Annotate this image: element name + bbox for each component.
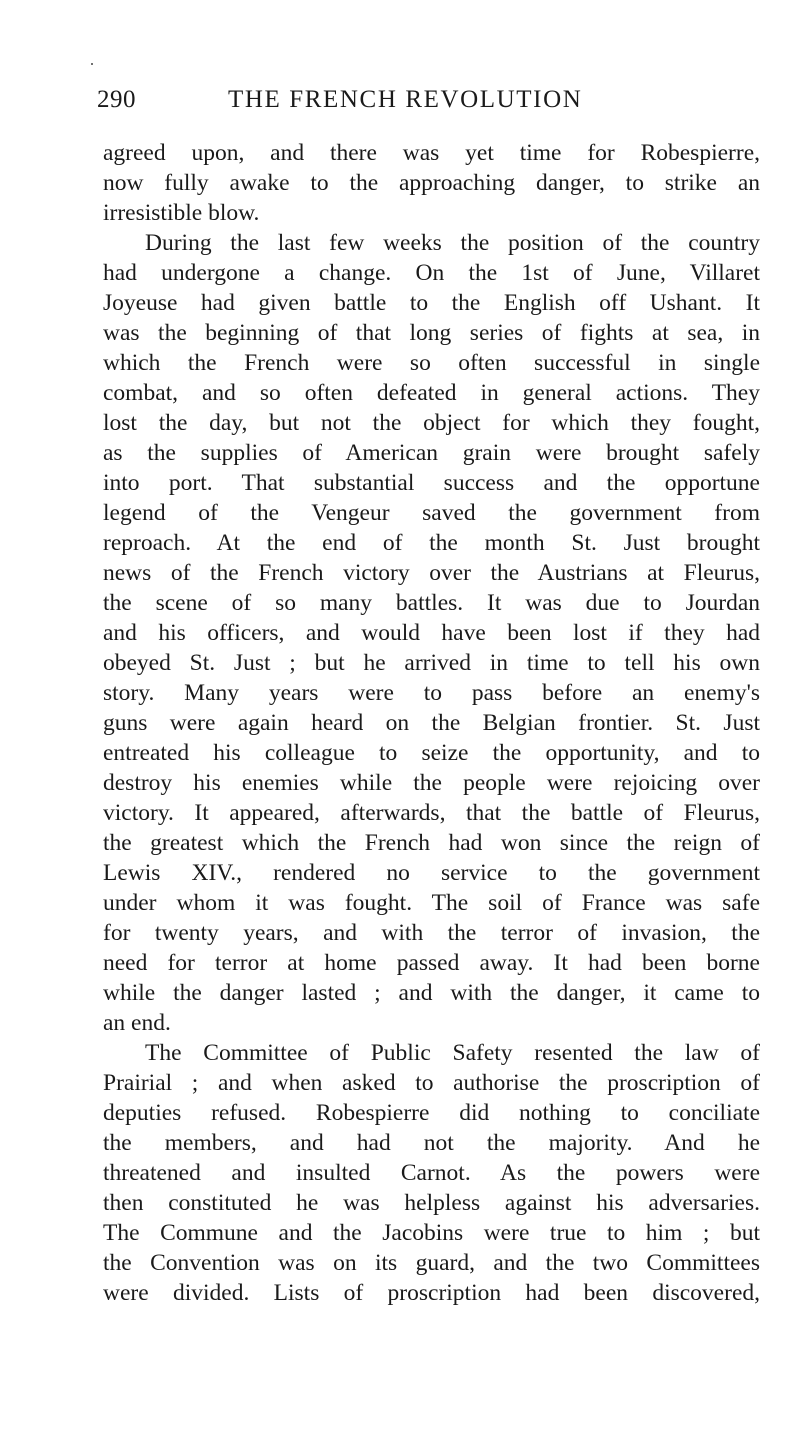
text-line: Prairial ; and when asked to authorise the proscription of [103,1070,760,1096]
text-line: legend of the Vengeur saved the government from [103,500,760,526]
text-line: for twenty years, and with the terror of invasion, the [103,920,760,946]
text-line: into port. That substantial success and the opportune [103,470,760,496]
text-line: Lewis XIV., rendered no service to the government [103,860,760,886]
text-line: was the beginning of that long series of fights at sea, in [103,320,760,346]
text-line: had undergone a change. On the 1st of June, Villaret [103,260,760,286]
text-line: which the French were so often successful in single [103,350,760,376]
text-line: agreed upon, and there was yet time for Robespierre, [103,140,760,166]
text-line: During the last few weeks the position of the country [145,230,760,256]
text-line: while the danger lasted ; and with the danger, it came to [103,980,760,1006]
text-line: obeyed St. Just ; but he arrived in time to tell his own [103,650,760,676]
scan-speck [91,63,93,65]
text-line: the Convention was on its guard, and the two Committees [103,1250,760,1276]
text-line: as the supplies of American grain were brought safely [103,440,760,466]
page-number: 290 [97,86,136,113]
text-line: guns were again heard on the Belgian frontier. St. Just [103,710,760,736]
text-line: the members, and had not the majority. And he [103,1130,760,1156]
text-line: were divided. Lists of proscription had been discovered, [103,1280,760,1306]
text-line: then constituted he was helpless against his adversaries. [103,1190,760,1216]
text-line: victory. It appeared, afterwards, that the battle of Fleurus, [103,800,760,826]
text-line: news of the French victory over the Austrians at Fleurus, [103,560,760,586]
text-line: lost the day, but not the object for which they fought, [103,410,760,436]
text-line: The Commune and the Jacobins were true to him ; but [103,1220,760,1246]
text-line: Joyeuse had given battle to the English off Ushant. It [103,290,760,316]
text-line: reproach. At the end of the month St. Just brought [103,530,760,556]
text-line: entreated his colleague to seize the opportunity, and to [103,740,760,766]
text-line: and his officers, and would have been lost if they had [103,620,760,646]
text-line: now fully awake to the approaching danger, to strike an [103,170,760,196]
text-line: the greatest which the French had won since the reign of [103,830,760,856]
text-line: under whom it was fought. The soil of France was safe [103,890,760,916]
text-line: story. Many years were to pass before an enemy's [103,680,760,706]
text-line: need for terror at home passed away. It had been borne [103,950,760,976]
running-title: THE FRENCH REVOLUTION [228,86,583,113]
body-text [103,138,760,1308]
text-line: destroy his enemies while the people were rejoicing over [103,770,760,796]
text-line: an end. [103,1010,171,1036]
text-line: the scene of so many battles. It was due to Jourdan [103,590,760,616]
text-line: deputies refused. Robespierre did nothing to conciliate [103,1100,760,1126]
text-line: threatened and insulted Carnot. As the powers were [103,1160,760,1186]
text-line: irresistible blow. [103,200,260,226]
text-line: combat, and so often defeated in general actions. They [103,380,760,406]
text-line: The Committee of Public Safety resented the law of [145,1040,760,1066]
